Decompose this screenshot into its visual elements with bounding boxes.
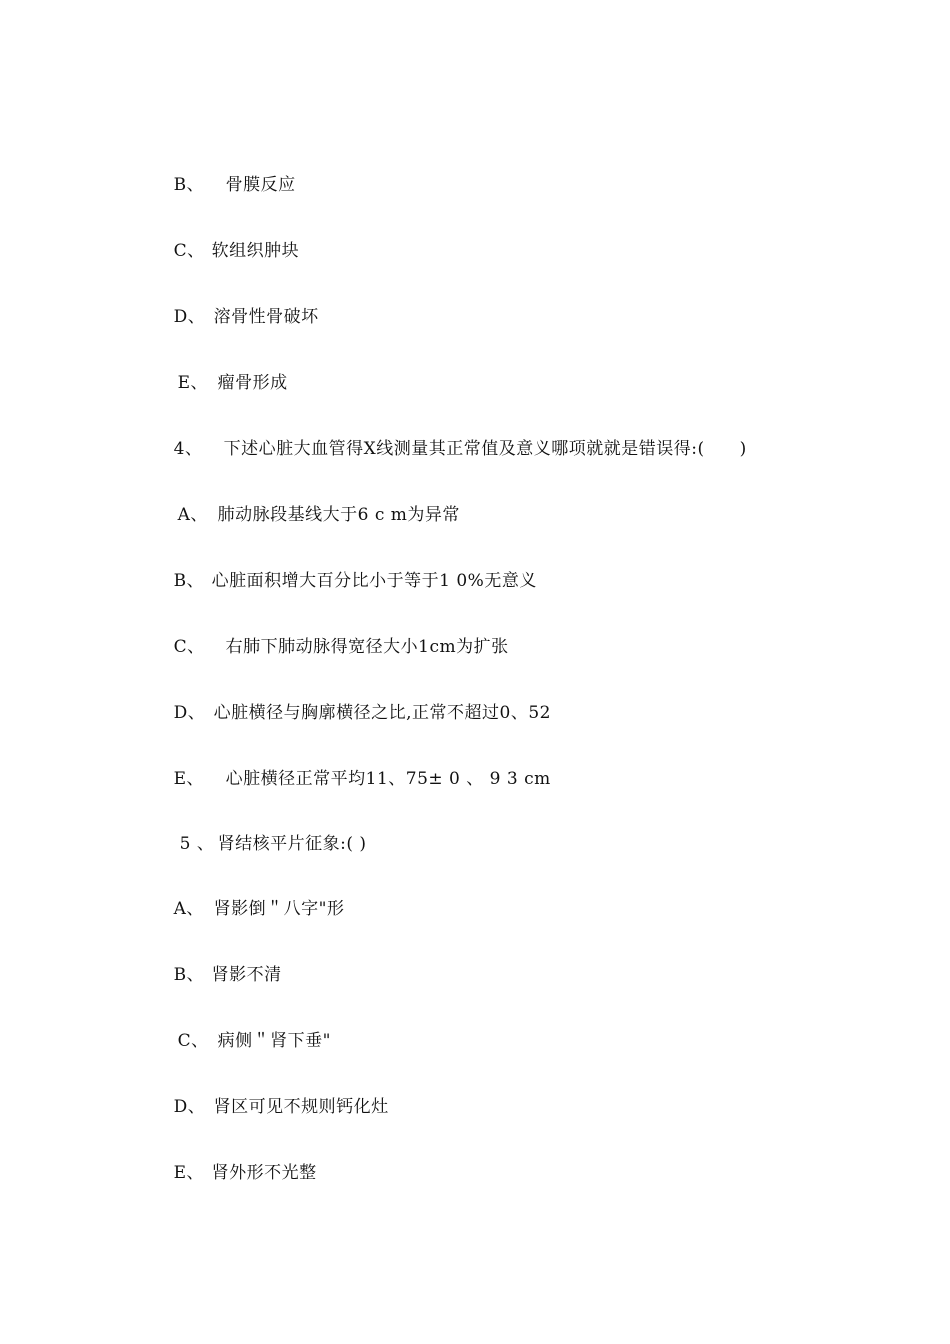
option-label: B、	[173, 571, 205, 591]
option-label: D、	[173, 307, 206, 327]
option-a-line	[150, 873, 345, 919]
option-text: 肾影倒＂八字"形	[213, 899, 345, 919]
option-text: 软组织肿块	[211, 241, 300, 261]
question-5-line	[156, 808, 367, 854]
option-c-line	[150, 611, 509, 657]
answer-parentheses: ( )	[346, 834, 367, 854]
option-label: E、	[177, 373, 209, 393]
option-label: E、	[173, 1163, 205, 1183]
option-label: A、	[177, 505, 208, 525]
option-text: 心脏面积增大百分比小于等于1 0%无意义	[211, 571, 537, 591]
option-text: 骨膜反应	[225, 175, 296, 195]
option-text: 肾外形不光整	[211, 1163, 317, 1183]
option-a-line	[154, 479, 460, 525]
option-e-line	[150, 1137, 317, 1183]
option-label: B、	[173, 965, 205, 985]
option-text: 病侧＂肾下垂"	[217, 1031, 331, 1051]
option-text: 瘤骨形成	[217, 373, 288, 393]
question-number: 4、	[173, 439, 203, 459]
option-text: 溶骨性骨破坏	[213, 307, 319, 327]
option-c-line	[154, 1005, 331, 1051]
option-label: C、	[173, 241, 205, 261]
option-c-line	[150, 215, 300, 261]
option-text: 心脏横径与胸廓横径之比,正常不超过0、52	[213, 703, 551, 723]
option-b-line	[150, 149, 296, 195]
option-e-line	[150, 743, 551, 789]
question-text: 下述心脏大血管得X线测量其正常值及意义哪项就就是错误得:	[223, 439, 698, 459]
option-text: 肾影不清	[211, 965, 282, 985]
answer-parentheses: ( )	[697, 439, 747, 459]
option-label: D、	[173, 1097, 206, 1117]
option-text: 肺动脉段基线大于6 c m为异常	[217, 505, 460, 525]
option-text: 右肺下肺动脉得宽径大小1cm为扩张	[225, 637, 509, 657]
option-text: 肾区可见不规则钙化灶	[213, 1097, 389, 1117]
option-b-line	[150, 545, 537, 591]
option-label: A、	[173, 899, 204, 919]
question-4-line	[150, 413, 747, 459]
option-d-line	[150, 281, 319, 327]
option-text: 心脏横径正常平均11、75± 0 、 9 3 cm	[225, 769, 551, 789]
option-label: C、	[177, 1031, 209, 1051]
option-d-line	[150, 677, 551, 723]
option-label: D、	[173, 703, 206, 723]
question-number: 5 、	[179, 834, 215, 854]
option-d-line	[150, 1071, 389, 1117]
question-text: 肾结核平片征象:	[217, 834, 347, 854]
option-e-line	[154, 347, 288, 393]
option-b-line	[150, 939, 282, 985]
option-label: C、	[173, 637, 205, 657]
option-label: B、	[173, 175, 205, 195]
option-label: E、	[173, 769, 205, 789]
